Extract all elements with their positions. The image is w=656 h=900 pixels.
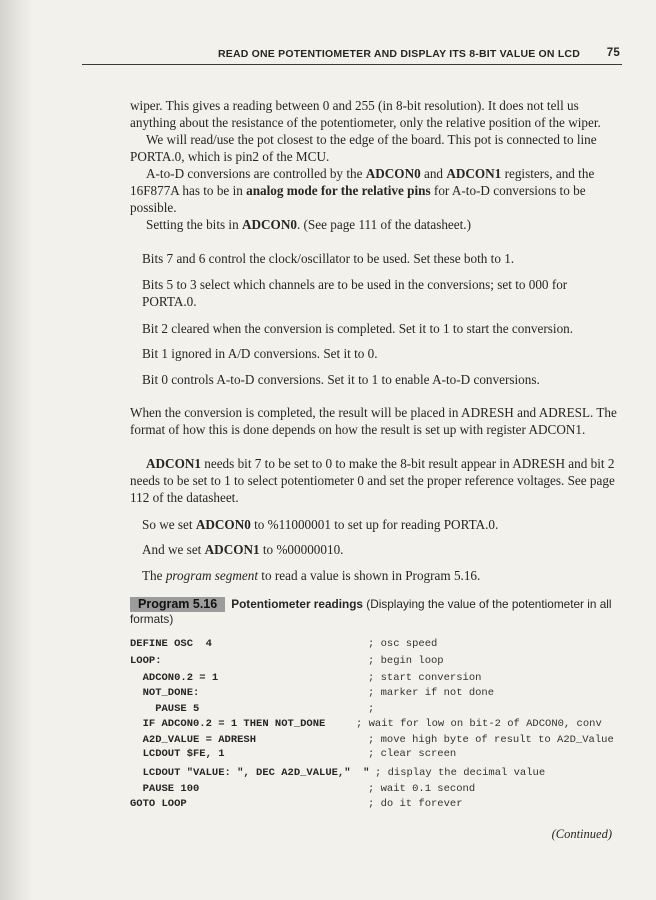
code-statement: LCDOUT $FE, 1 [130, 748, 225, 760]
paragraph [130, 216, 622, 233]
code-statement: NOT_DONE: [130, 687, 200, 699]
bit-description [142, 345, 622, 362]
text-run: and [420, 166, 447, 181]
paragraph [130, 165, 622, 216]
text-run: wiper. This gives a reading between 0 and 255 (in 8-bit resolution). It does not tell us anything about the resistance of the potentiometer, only the relative position of the wiper. [130, 98, 601, 130]
code-statement: LOOP: [130, 655, 162, 667]
bit-description [142, 371, 622, 388]
code-statement: GOTO LOOP [130, 798, 187, 810]
program-title: Potentiometer readings [231, 597, 363, 611]
code-line [130, 637, 622, 651]
running-head [82, 46, 622, 65]
bit-description [142, 250, 622, 267]
code-line [130, 797, 622, 811]
paragraph [130, 97, 622, 131]
text-run: Bit 0 controls A-to-D conversions. Set it to 1 to enable A-to-D conversions. [142, 372, 540, 387]
code-line [130, 717, 622, 731]
code-line [130, 733, 622, 747]
code-line [130, 702, 622, 716]
text-run: Bit 2 cleared when the conversion is completed. Set it to 1 to start the conversion. [142, 321, 574, 336]
text-run: A-to-D conversions are controlled by the [146, 166, 366, 181]
code-line [130, 782, 622, 796]
code-statement: DEFINE OSC 4 [130, 638, 212, 650]
code-statement: ADCON0.2 = 1 [130, 672, 219, 684]
bold-term: ADCON0 [365, 166, 421, 181]
code-statement: IF ADCON0.2 = 1 THEN NOT_DONE [130, 718, 326, 730]
bold-term: ADCON1 [446, 166, 502, 181]
bold-term: ADCON0 [241, 217, 297, 232]
code-comment: ; marker if not done [368, 687, 495, 699]
code-line [130, 747, 622, 761]
italic-term: program segment [165, 568, 258, 583]
text-run: to read a value is shown in Program 5.16. [258, 568, 481, 583]
code-statement: PAUSE 100 [130, 783, 200, 795]
paragraph [142, 516, 622, 533]
code-comment: ; wait for low on bit-2 of ADCON0, conv [356, 718, 602, 730]
running-head-title: READ ONE POTENTIOMETER AND DISPLAY ITS 8-BIT VALUE ON LCD [217, 48, 580, 60]
text-run: registers, and the 16F877A has to be in [130, 166, 595, 198]
text-run: Bits 7 and 6 control the clock/oscillator to be used. Set these both to 1. [142, 251, 515, 266]
bold-term: ADCON1 [204, 542, 260, 557]
text-run: We will read/use the pot closest to the edge of the board. This pot is connected to line PORTA.0, which is pin2 of the MCU. [130, 132, 597, 164]
continued-note: (Continued) [551, 827, 612, 841]
paragraph [142, 541, 622, 558]
code-statement: LCDOUT "VALUE: ", DEC A2D_VALUE," " [130, 767, 370, 779]
page-number: 75 [606, 47, 620, 59]
code-comment: ; wait 0.1 second [368, 783, 476, 795]
code-comment: ; move high byte of result to A2D_Value [368, 734, 614, 746]
program-tag: Program 5.16 [130, 597, 225, 612]
text-run: Setting the bits in [146, 217, 242, 232]
code-comment: ; [368, 703, 375, 715]
text-run: So we set [142, 517, 196, 532]
text-run: The [142, 568, 166, 583]
code-line [130, 654, 622, 668]
text-run: to %11000001 to set up for reading PORTA.0. [250, 517, 499, 532]
code-comment: ; display the decimal value [375, 767, 546, 779]
bold-term: analog mode for the relative pins [246, 183, 431, 198]
paragraph [130, 404, 622, 438]
code-line [130, 766, 622, 780]
code-comment: ; do it forever [368, 798, 463, 810]
text-run: Bit 1 ignored in A/D conversions. Set it to 0. [142, 346, 378, 361]
paragraph [142, 567, 622, 584]
bold-term: ADCON0 [195, 517, 251, 532]
code-statement: A2D_VALUE = ADRESH [130, 734, 257, 746]
paragraph [130, 455, 622, 506]
paragraph [130, 131, 622, 165]
code-comment: ; clear screen [368, 748, 457, 760]
code-comment: ; osc speed [368, 638, 438, 650]
text-run: needs bit 7 to be set to 0 to make the 8-bit result appear in ADRESH and bit 2 needs to be set to 1 to select potentiometer 0 and set the proper reference voltages. See page 112 of the datasheet. [130, 456, 615, 505]
text-run: . (See page 111 of the datasheet.) [296, 217, 471, 232]
code-comment: ; start conversion [368, 672, 482, 684]
code-comment: ; begin loop [368, 655, 444, 667]
text-run: And we set [142, 542, 205, 557]
bit-description [142, 276, 622, 310]
binding-shadow [0, 0, 34, 900]
code-statement: PAUSE 5 [130, 703, 200, 715]
text-run: for A-to-D conversions to be possible. [130, 183, 586, 215]
code-line [130, 671, 622, 685]
text-run: When the conversion is completed, the result will be placed in ADRESH and ADRESL. The format of how this is done depends on how the result is set up with register ADCON1. [130, 405, 617, 437]
text-run: to %00000010. [259, 542, 344, 557]
bit-description [142, 320, 622, 337]
text-run: Bits 5 to 3 select which channels are to be used in the conversions; set to 000 for PORTA.0. [142, 277, 568, 309]
program-subtitle: (Displaying the value of the potentiometer in all formats) [130, 597, 612, 626]
code-line [130, 686, 622, 700]
program-caption [130, 597, 622, 627]
bold-term: ADCON1 [146, 456, 201, 471]
